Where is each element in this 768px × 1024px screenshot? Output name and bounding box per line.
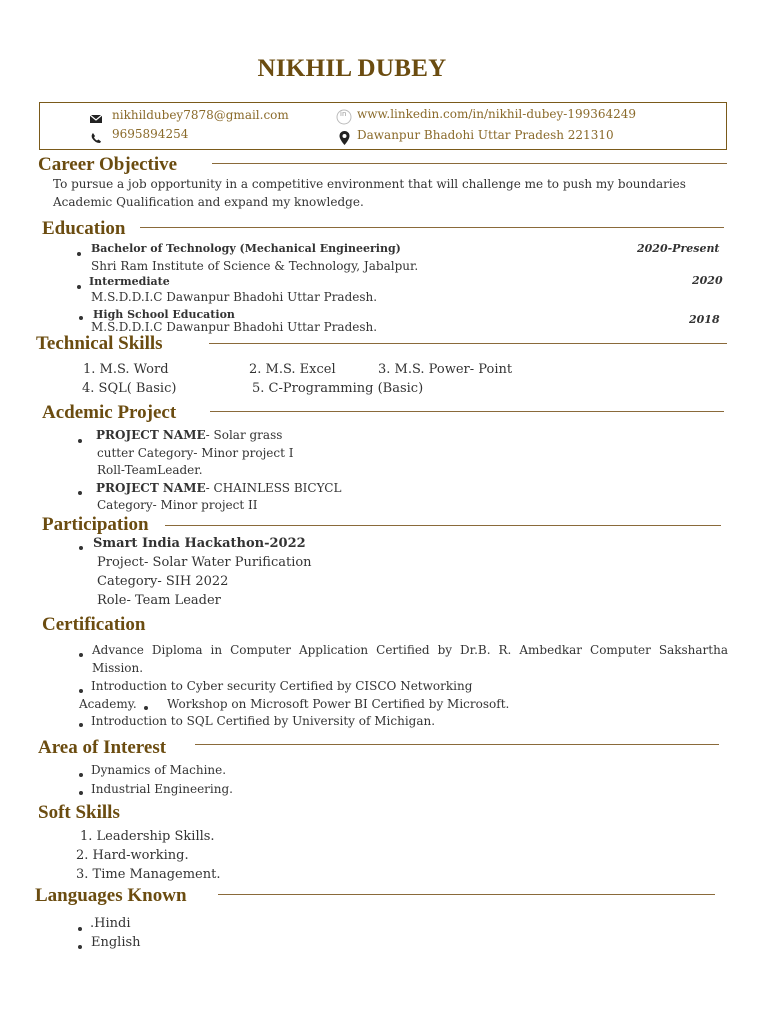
project-1-line-2: cutter Category- Minor project I bbox=[97, 446, 294, 460]
bullet bbox=[78, 927, 82, 931]
language-item: English bbox=[91, 935, 141, 950]
bullet bbox=[78, 945, 82, 949]
bullet bbox=[78, 491, 82, 495]
phone-icon bbox=[89, 131, 103, 145]
education-year: 2020 bbox=[692, 274, 723, 287]
participation-line: Project- Solar Water Purification bbox=[97, 555, 312, 570]
education-institute: Shri Ram Institute of Science & Technology, Jabalpur. bbox=[91, 259, 419, 273]
project-name: - Solar grass bbox=[205, 428, 283, 442]
section-heading-technical-skills: Technical Skills bbox=[36, 333, 163, 354]
bullet bbox=[77, 252, 81, 256]
project-2-line-2: Category- Minor project II bbox=[97, 498, 258, 512]
project-2-title bbox=[96, 481, 341, 495]
bullet bbox=[79, 653, 83, 657]
section-heading-academic-project: Acdemic Project bbox=[42, 402, 177, 423]
objective-line-1: To pursue a job opportunity in a competitive environment that will challenge me to push my boundaries bbox=[53, 177, 686, 191]
soft-skill-item: 1. Leadership Skills. bbox=[80, 829, 215, 844]
interest-item: Dynamics of Machine. bbox=[91, 763, 227, 777]
linkedin-link[interactable]: www.linkedin.com/in/nikhil-dubey-199364249 bbox=[357, 107, 637, 121]
section-heading-education: Education bbox=[42, 218, 126, 239]
bullet bbox=[79, 546, 83, 550]
bullet bbox=[79, 791, 83, 795]
language-item: .Hindi bbox=[90, 916, 131, 931]
education-year: 2018 bbox=[689, 313, 720, 326]
bullet bbox=[79, 689, 83, 693]
education-degree: Intermediate bbox=[89, 275, 170, 288]
skill-item: 3. M.S. Power- Point bbox=[378, 362, 513, 377]
participation-line: Category- SIH 2022 bbox=[97, 574, 229, 589]
project-1-line-3: Roll-TeamLeader. bbox=[97, 463, 203, 477]
section-heading-area-of-interest: Area of Interest bbox=[38, 737, 167, 758]
education-institute: M.S.D.D.I.C Dawanpur Bhadohi Uttar Pradesh. bbox=[91, 290, 378, 304]
project-label: PROJECT NAME bbox=[96, 481, 206, 495]
certification-1-line-1: Advance Diploma in Computer Application Certified by Dr.B. R. Ambedkar Computer Sakshartha bbox=[92, 643, 728, 657]
section-rule bbox=[209, 343, 727, 344]
phone-number[interactable]: 9695894254 bbox=[112, 127, 189, 141]
soft-skill-item: 3. Time Management. bbox=[76, 867, 221, 882]
section-rule bbox=[212, 163, 727, 164]
section-heading-certification: Certification bbox=[42, 614, 146, 635]
section-heading-languages-known: Languages Known bbox=[35, 885, 187, 906]
bullet bbox=[79, 316, 83, 320]
bullet bbox=[79, 773, 83, 777]
section-rule bbox=[165, 525, 721, 526]
mail-icon bbox=[89, 112, 103, 126]
education-institute: M.S.D.D.I.C Dawanpur Bhadohi Uttar Pradesh. bbox=[91, 320, 378, 334]
location-pin-icon bbox=[338, 130, 351, 146]
candidate-name: NIKHIL DUBEY bbox=[257, 55, 447, 82]
bullet bbox=[79, 723, 83, 727]
section-rule bbox=[210, 411, 724, 412]
certification-2: Introduction to Cyber security Certified by CISCO Networking bbox=[91, 679, 473, 693]
section-rule bbox=[140, 227, 724, 228]
participation-line: Role- Team Leader bbox=[97, 593, 221, 608]
section-rule bbox=[218, 894, 715, 895]
skill-item: 2. M.S. Excel bbox=[249, 362, 336, 377]
interest-item: Industrial Engineering. bbox=[91, 782, 233, 796]
linkedin-icon-text: in bbox=[340, 110, 347, 118]
certification-3: Workshop on Microsoft Power BI Certified by Microsoft. bbox=[167, 697, 510, 711]
project-name: - CHAINLESS BICYCL bbox=[205, 481, 342, 495]
skill-item: 4. SQL( Basic) bbox=[82, 381, 177, 396]
education-degree: High School Education bbox=[93, 308, 235, 321]
skill-item: 5. C-Programming (Basic) bbox=[252, 381, 424, 396]
soft-skill-item: 2. Hard-working. bbox=[76, 848, 189, 863]
project-1-title bbox=[96, 428, 282, 442]
project-label: PROJECT NAME bbox=[96, 428, 206, 442]
section-heading-soft-skills: Soft Skills bbox=[38, 802, 120, 823]
education-year: 2020-Present bbox=[637, 242, 720, 255]
section-heading-career-objective: Career Objective bbox=[38, 154, 178, 175]
bullet bbox=[144, 706, 148, 710]
bullet bbox=[78, 439, 82, 443]
participation-title: Smart India Hackathon-2022 bbox=[93, 536, 306, 551]
certification-4: Introduction to SQL Certified by University of Michigan. bbox=[91, 714, 436, 728]
section-rule bbox=[195, 744, 719, 745]
email-link[interactable]: nikhildubey7878@gmail.com bbox=[112, 108, 289, 122]
skill-item: 1. M.S. Word bbox=[83, 362, 169, 377]
address: Dawanpur Bhadohi Uttar Pradesh 221310 bbox=[357, 128, 614, 142]
bullet bbox=[77, 285, 81, 289]
objective-line-2: Academic Qualification and expand my knowledge. bbox=[53, 195, 364, 209]
education-degree: Bachelor of Technology (Mechanical Engineering) bbox=[91, 242, 401, 255]
certification-2-continued: Academy. bbox=[79, 697, 137, 711]
section-heading-participation: Participation bbox=[42, 514, 149, 535]
certification-1-line-2: Mission. bbox=[92, 661, 144, 675]
